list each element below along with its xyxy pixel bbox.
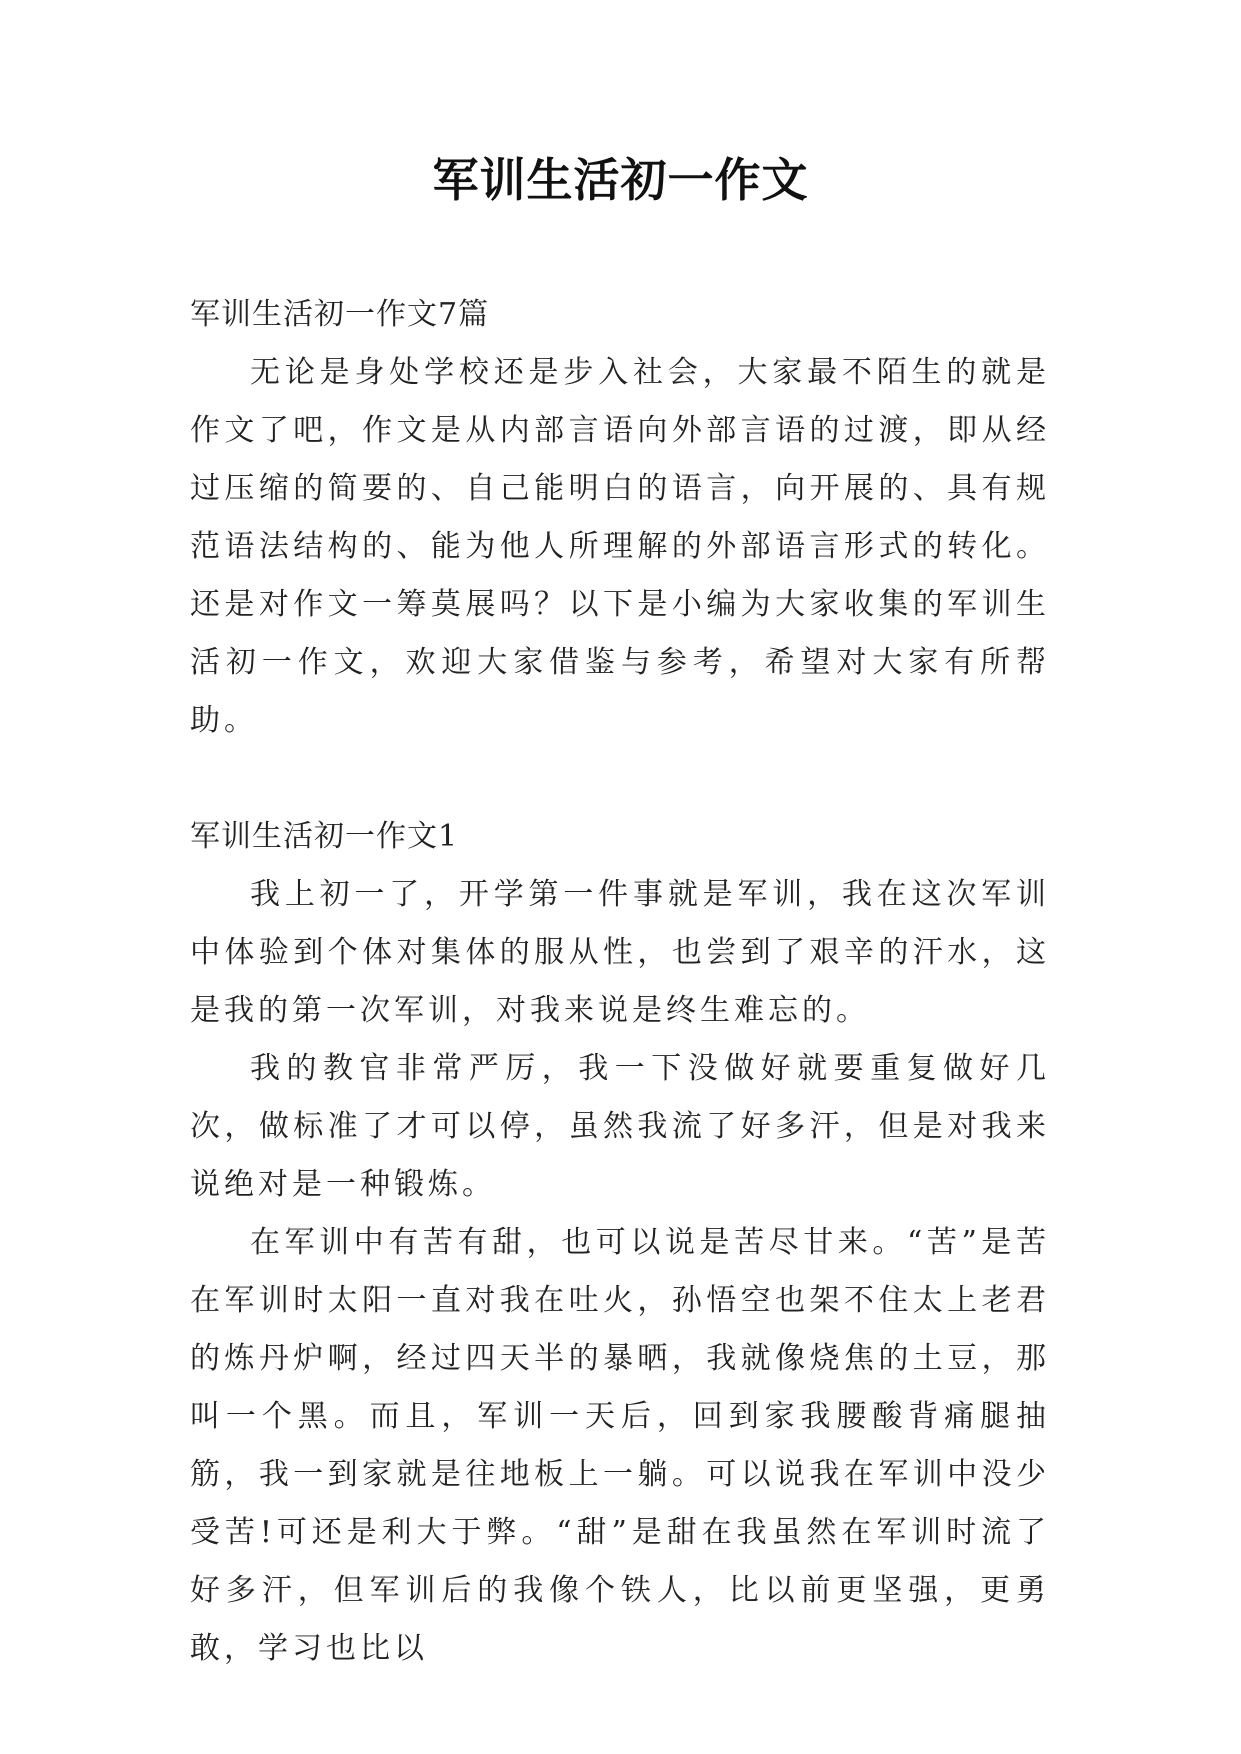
essay-1-heading: 军训生活初一作文1 bbox=[190, 819, 459, 854]
essay-1-paragraph: 在军训中有苦有甜，也可以说是苦尽甘来。“苦”是苦在军训时太阳一直对我在吐火，孙悟空也架不住太上老君的炼丹炉啊，经过四天半的暴晒，我就像烧焦的土豆，那叫一个黑。而且，军训一天后，回到家我腰酸背痛腿抽筋，我一到家就是往地板上一躺。可以说我在军训中没少受苦!可还是利大于弊。“甜”是甜在我虽然在军训时流了好多汗，但军训后的我像个铁人，比以前更坚强，更勇敢，学习也比以 bbox=[190, 1225, 1050, 1666]
section-gap bbox=[190, 750, 1050, 808]
intro-heading: 军训生活初一作文7篇 bbox=[190, 297, 490, 332]
essay-1-paragraph: 我的教官非常严厉，我一下没做好就要重复做好几次，做标准了才可以停，虽然我流了好多汗，但是对我来说绝对是一种锻炼。 bbox=[190, 1051, 1050, 1202]
document-body bbox=[190, 286, 1050, 1678]
intro-paragraph: 无论是身处学校还是步入社会，大家最不陌生的就是作文了吧，作文是从内部言语向外部言语的过渡，即从经过压缩的简要的、自己能明白的语言，向开展的、具有规范语法结构的、能为他人所理解的外部语言形式的转化。还是对作文一筹莫展吗？以下是小编为大家收集的军训生活初一作文，欢迎大家借鉴与参考，希望对大家有所帮助。 bbox=[190, 355, 1050, 738]
document-title: 军训生活初一作文 bbox=[432, 153, 809, 207]
essay-1-paragraph: 我上初一了，开学第一件事就是军训，我在这次军训中体验到个体对集体的服从性，也尝到了艰辛的汗水，这是我的第一次军训，对我来说是终生难忘的。 bbox=[190, 877, 1050, 1028]
